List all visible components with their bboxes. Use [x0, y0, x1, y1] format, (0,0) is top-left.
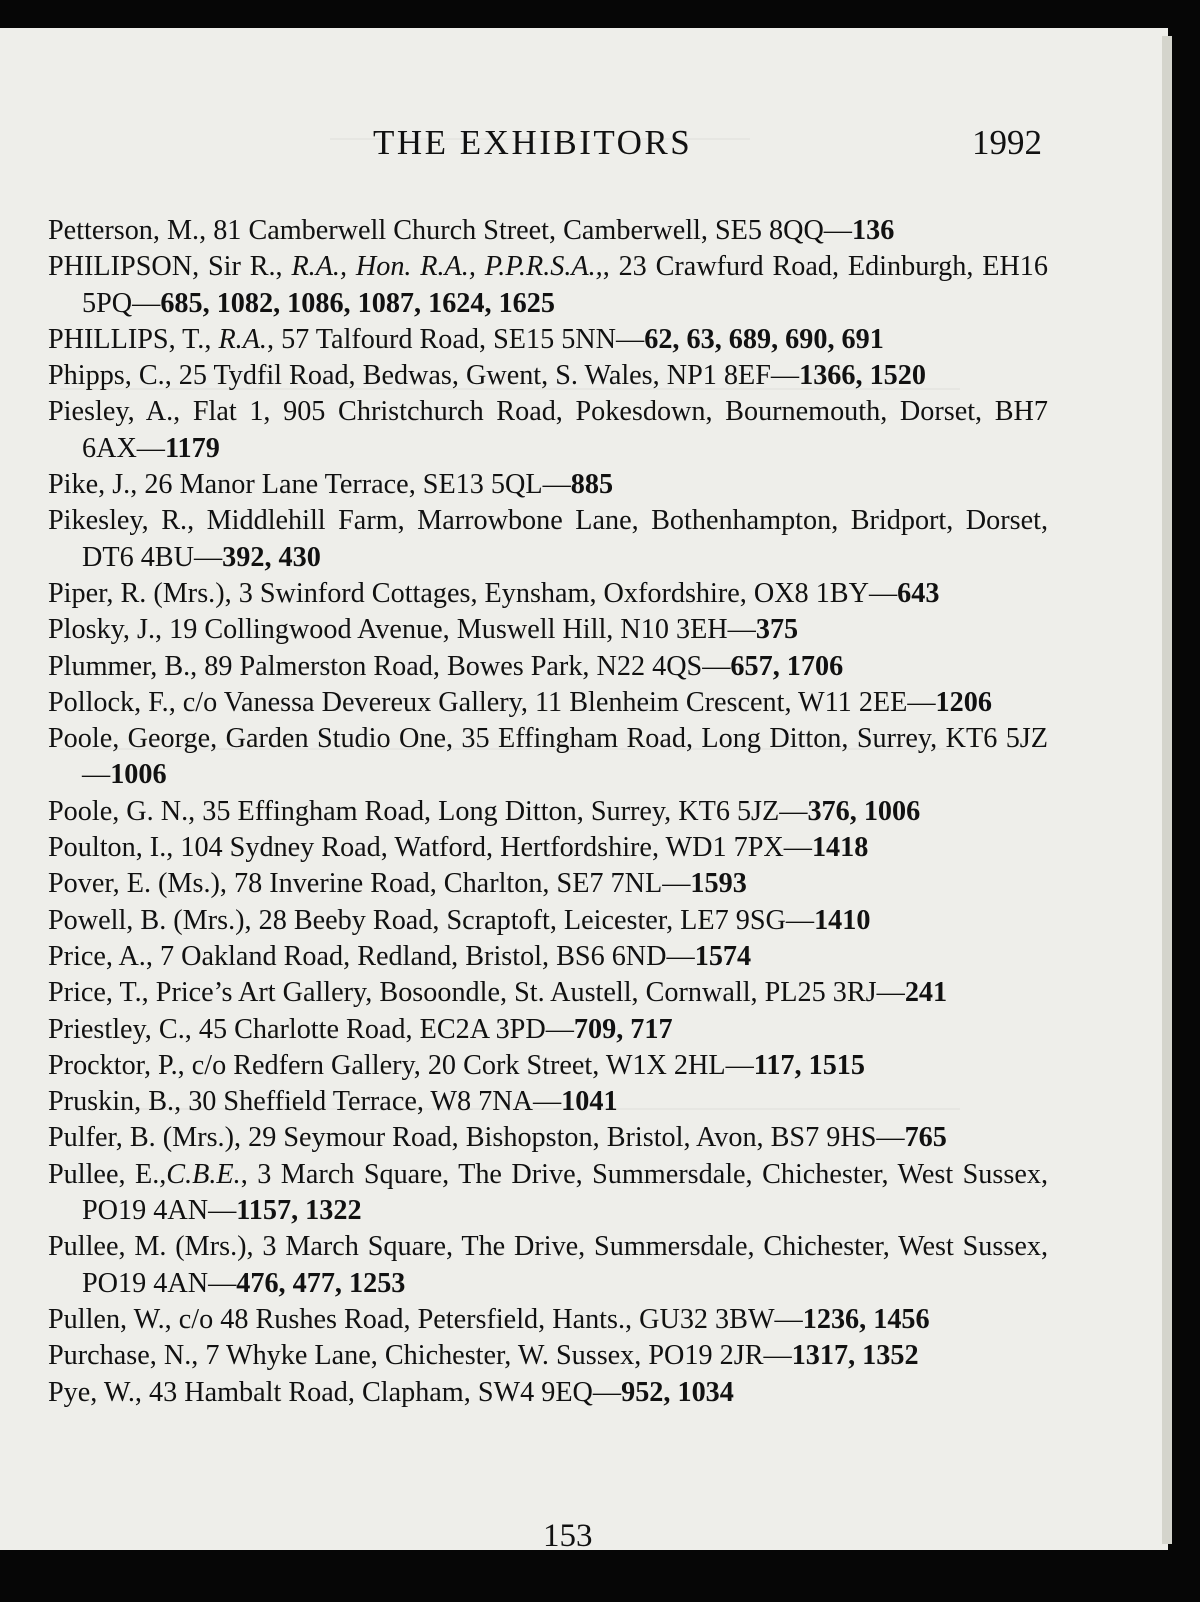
catalogue-numbers: 709, 717: [573, 1013, 673, 1045]
catalogue-numbers: 1317, 1352: [791, 1340, 919, 1372]
exhibitor-address: Flat 1, 905 Christchurch Road, Pokesdown, Bournemouth, Dorset, BH7 6AX—: [82, 396, 1048, 464]
exhibitor-name: Pollock, F.,: [48, 686, 176, 718]
exhibitor-name: Pover, E. (Ms.),: [48, 868, 227, 900]
exhibitor-address: Price’s Art Gallery, Bosoondle, St. Austell, Cornwall, PL25 3RJ—: [148, 977, 905, 1009]
exhibitor-entry: [48, 213, 1048, 249]
exhibitor-name: Poole, George,: [48, 723, 218, 755]
exhibitor-name: Phipps, C.,: [48, 360, 172, 392]
exhibitor-name: Pikesley, R.,: [48, 505, 195, 537]
catalogue-numbers: 241: [904, 977, 948, 1009]
exhibitor-name: Powell, B. (Mrs.),: [48, 904, 252, 936]
catalogue-numbers: 885: [570, 469, 614, 501]
catalogue-numbers: 375: [755, 614, 799, 646]
exhibitor-entry: [48, 975, 1048, 1011]
exhibitor-name: Purchase, N.,: [48, 1340, 199, 1372]
header-title: THE EXHIBITORS: [373, 123, 693, 162]
exhibitor-address: 89 Palmerston Road, Bowes Park, N22 4QS—: [197, 650, 731, 682]
exhibitor-entry: [48, 830, 1048, 866]
exhibitor-address: 104 Sydney Road, Watford, Hertfordshire, WD1 7PX—: [173, 832, 812, 864]
exhibitor-name: Petterson, M.,: [48, 215, 207, 246]
exhibitor-address: 26 Manor Lane Terrace, SE13 5QL—: [137, 469, 571, 501]
exhibitor-entry: [48, 1012, 1048, 1048]
exhibitor-entry: [48, 612, 1048, 648]
exhibitor-name: PHILLIPS, T.,: [48, 323, 212, 355]
exhibitor-entry: [48, 685, 1048, 721]
exhibitor-entry: [48, 1084, 1048, 1120]
exhibitor-address: 43 Hambalt Road, Clapham, SW4 9EQ—: [141, 1376, 622, 1408]
catalogue-numbers: 1418: [811, 832, 869, 864]
exhibitor-address: 25 Tydfil Road, Bedwas, Gwent, S. Wales, NP1 8EF—: [171, 360, 800, 392]
exhibitor-address: 7 Oakland Road, Redland, Bristol, BS6 6ND—: [152, 940, 695, 972]
catalogue-numbers: 765: [904, 1122, 947, 1154]
exhibitor-entry: [48, 1229, 1048, 1302]
catalogue-numbers: 1006: [110, 759, 167, 791]
exhibitor-name: Pullee, M. (Mrs.),: [48, 1231, 254, 1263]
exhibitor-name: Pulfer, B. (Mrs.),: [48, 1122, 242, 1154]
catalogue-numbers: 952, 1034: [621, 1376, 734, 1408]
exhibitor-entry: [48, 1302, 1048, 1338]
book-page: [0, 28, 1168, 1554]
catalogue-numbers: 1410: [814, 904, 871, 936]
exhibitor-honours: C.B.E.: [166, 1158, 241, 1190]
exhibitor-name: PHILIPSON, Sir R.,: [48, 251, 283, 283]
exhibitor-address: Garden Studio One, 35 Effingham Road, Long Ditton, Surrey, KT6 5JZ—: [82, 723, 1048, 791]
exhibitor-entry: [48, 1375, 1048, 1411]
exhibitor-entry: [48, 394, 1048, 467]
exhibitor-address: 29 Seymour Road, Bishopston, Bristol, Avon, BS7 9HS—: [241, 1122, 905, 1154]
exhibitor-entry: [48, 576, 1048, 612]
exhibitor-name: Poulton, I.,: [48, 832, 174, 864]
exhibitor-entry: [48, 1157, 1048, 1230]
catalogue-numbers: 643: [897, 577, 940, 609]
exhibitor-name: Pullee, E.,: [48, 1158, 167, 1190]
catalogue-numbers: 1593: [690, 868, 747, 900]
exhibitor-name: Price, T.,: [48, 977, 149, 1009]
catalogue-numbers: 1574: [694, 940, 752, 972]
exhibitor-entry: [48, 358, 1048, 394]
page-edge: [1162, 36, 1172, 1544]
catalogue-numbers: 376, 1006: [807, 795, 921, 827]
exhibitor-name: Price, A.,: [48, 940, 153, 972]
exhibitor-name: Plummer, B.,: [48, 650, 198, 682]
exhibitor-address: 35 Effingham Road, Long Ditton, Surrey, KT6 5JZ—: [195, 795, 808, 827]
exhibitor-entry: [48, 1048, 1048, 1084]
exhibitor-entry: [48, 249, 1048, 322]
page-number: 153: [543, 1518, 593, 1554]
exhibitor-address: 78 Inverine Road, Charlton, SE7 7NL—: [226, 868, 691, 900]
catalogue-numbers: 1366, 1520: [799, 360, 926, 392]
exhibitor-entry: [48, 721, 1048, 794]
exhibitor-entry: [48, 1120, 1048, 1156]
exhibitor-name: Pruskin, B.,: [48, 1086, 182, 1118]
catalogue-numbers: 1041: [561, 1086, 618, 1118]
exhibitor-entry: [48, 939, 1048, 975]
catalogue-numbers: 1206: [935, 686, 992, 718]
exhibitor-address: 3 Swinford Cottages, Eynsham, Oxfordshire, OX8 1BY—: [231, 577, 898, 609]
running-header: [0, 123, 1168, 173]
exhibitor-address: 28 Beeby Road, Scraptoft, Leicester, LE7 9SG—: [251, 904, 815, 936]
exhibitor-list: [48, 213, 1048, 1411]
exhibitor-address: c/o 48 Rushes Road, Petersfield, Hants., GU32 3BW—: [171, 1303, 803, 1335]
exhibitor-address: , 23 Crawfurd Road, Edinburgh, EH16 5PQ—: [82, 251, 1048, 319]
exhibitor-address: 7 Whyke Lane, Chichester, W. Sussex, PO19 2JR—: [198, 1340, 792, 1372]
header-year: 1992: [972, 123, 1042, 162]
catalogue-numbers: 657, 1706: [730, 650, 844, 682]
exhibitor-address: Middlehill Farm, Marrowbone Lane, Bothenhampton, Bridport, Dorset, DT6 4BU—: [82, 505, 1048, 573]
exhibitor-name: Pullen, W.,: [48, 1303, 172, 1335]
catalogue-numbers: 1179: [165, 432, 220, 464]
exhibitor-entry: [48, 503, 1048, 576]
exhibitor-address: c/o Vanessa Devereux Gallery, 11 Blenheim Crescent, W11 2EE—: [175, 686, 936, 718]
exhibitor-address: 3 March Square, The Drive, Summersdale, Chichester, West Sussex, PO19 4AN—: [82, 1231, 1048, 1299]
catalogue-numbers: 1236, 1456: [802, 1303, 930, 1335]
catalogue-numbers: 1157, 1322: [236, 1195, 362, 1227]
exhibitor-address: , 57 Talfourd Road, SE15 5NN—: [266, 323, 645, 355]
exhibitor-name: Plosky, J.,: [48, 614, 163, 646]
exhibitor-address: c/o Redfern Gallery, 20 Cork Street, W1X 2HL—: [184, 1049, 754, 1081]
exhibitor-honours: R.A., Hon. R.A., P.P.R.S.A.,: [282, 251, 603, 283]
exhibitor-name: Piper, R. (Mrs.),: [48, 577, 232, 609]
exhibitor-address: 19 Collingwood Avenue, Muswell Hill, N10 3EH—: [162, 614, 756, 646]
catalogue-numbers: 62, 63, 689, 690, 691: [644, 323, 884, 355]
exhibitor-entry: [48, 649, 1048, 685]
catalogue-numbers: 392, 430: [222, 541, 321, 573]
exhibitor-entry: [48, 467, 1048, 503]
exhibitor-name: Pike, J.,: [48, 469, 138, 501]
exhibitor-name: Procktor, P.,: [48, 1049, 185, 1081]
exhibitor-address: 81 Camberwell Church Street, Camberwell, SE5 8QQ—: [206, 215, 852, 246]
exhibitor-address: , 3 March Square, The Drive, Summersdale, Chichester, West Sussex, PO19 4AN—: [82, 1158, 1048, 1227]
exhibitor-address: 45 Charlotte Road, EC2A 3PD—: [191, 1013, 574, 1045]
exhibitor-entry: [48, 322, 1048, 358]
exhibitor-entry: [48, 1338, 1048, 1374]
exhibitor-entry: [48, 903, 1048, 939]
exhibitor-honours: R.A.: [211, 323, 267, 355]
catalogue-numbers: 476, 477, 1253: [236, 1267, 406, 1299]
exhibitor-entry: [48, 866, 1048, 902]
exhibitor-name: Pye, W.,: [48, 1376, 142, 1408]
exhibitor-name: Priestley, C.,: [48, 1013, 192, 1045]
exhibitor-name: Poole, G. N.,: [48, 795, 196, 827]
catalogue-numbers: 685, 1082, 1086, 1087, 1624, 1625: [160, 287, 555, 319]
exhibitor-entry: [48, 794, 1048, 830]
catalogue-numbers: 136: [852, 215, 895, 246]
exhibitor-name: Piesley, A.,: [48, 396, 181, 428]
catalogue-numbers: 117, 1515: [753, 1049, 865, 1081]
exhibitor-address: 30 Sheffield Terrace, W8 7NA—: [181, 1086, 562, 1118]
